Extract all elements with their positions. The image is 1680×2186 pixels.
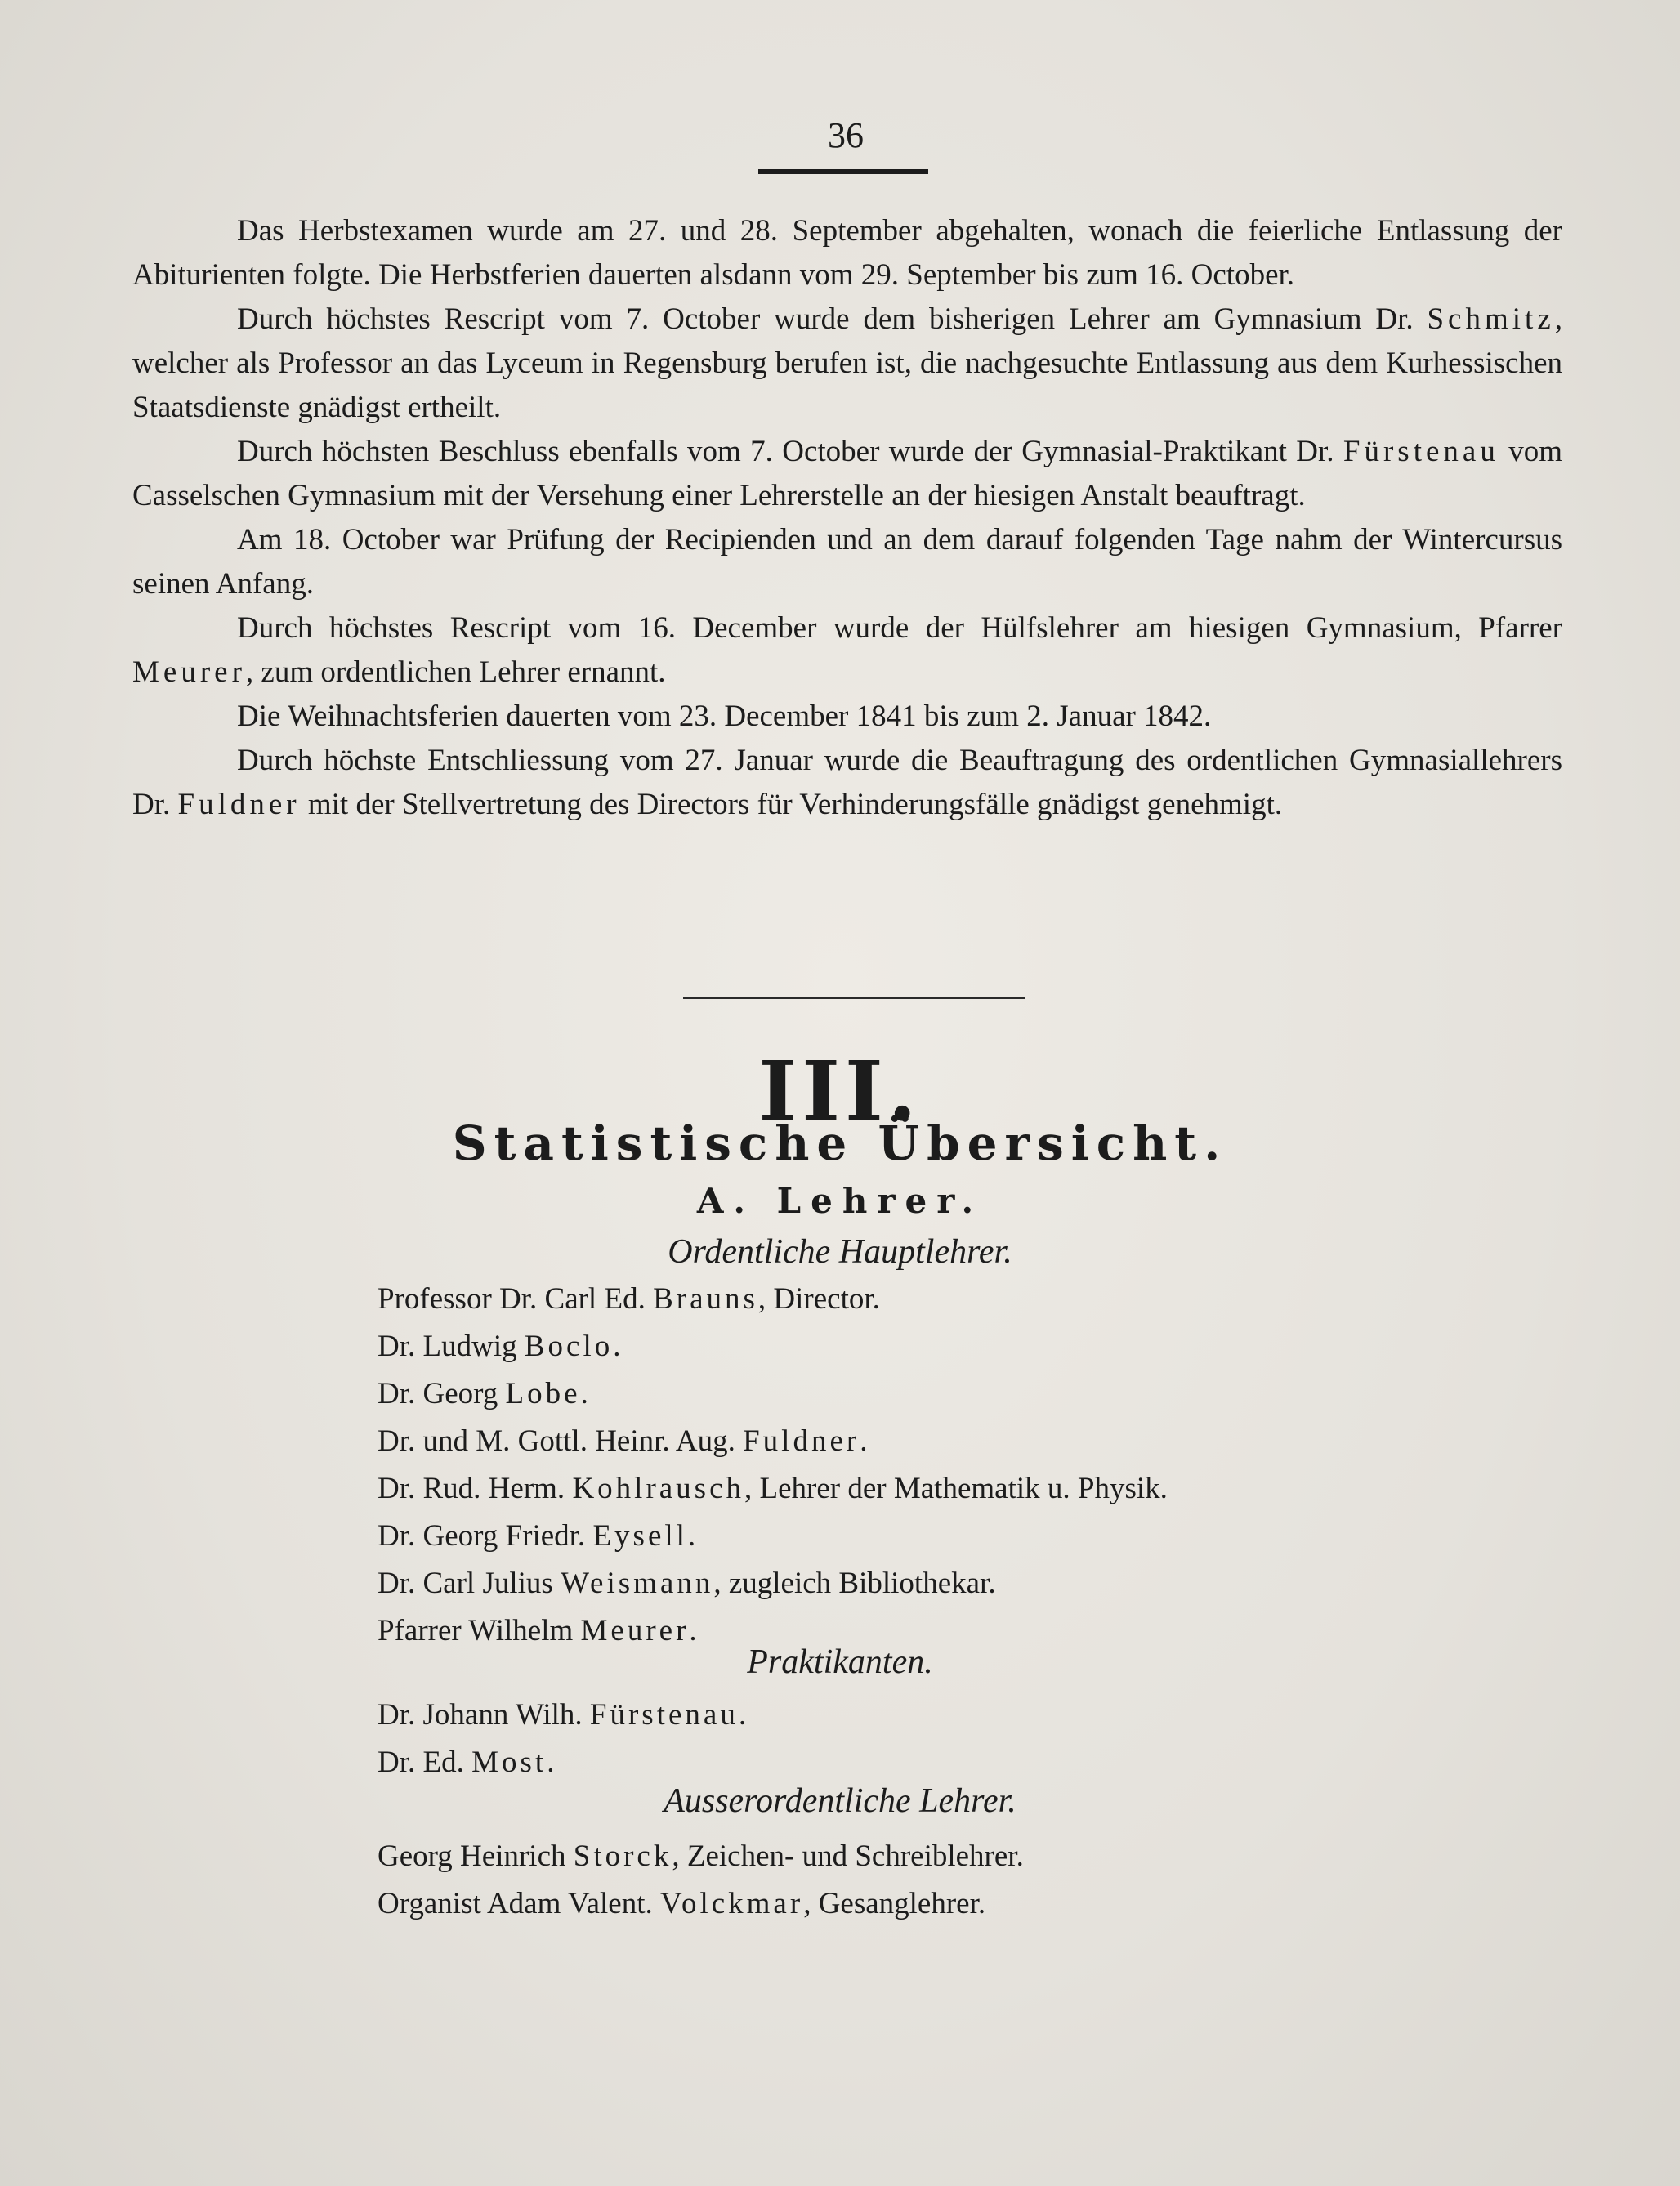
entry-prefix: Dr. und M. Gottl. Heinr. Aug.: [378, 1424, 744, 1458]
section-number: III.: [758, 1043, 922, 1139]
entry-suffix: .: [547, 1746, 555, 1779]
paragraph-meurer: [132, 606, 1562, 695]
entry-prefix: Dr. Georg: [378, 1377, 506, 1410]
entry-suffix: , Director.: [757, 1282, 880, 1316]
paragraph-text: mit der Stellvertretung des Directors für Verhinderungsfälle gnädigst genehmigt.: [300, 788, 1283, 821]
entry-name: Boclo: [524, 1330, 614, 1363]
entry-prefix: Organist Adam Valent.: [378, 1887, 660, 1920]
entry-suffix: , Zeichen- und Schreiblehrer.: [672, 1840, 1024, 1873]
paragraph-text: vom Casselschen Gymnasium mit der Versehung einer Lehrerstelle an der hiesigen Anstalt beauftragt.: [132, 435, 1562, 512]
entry-suffix: .: [689, 1614, 697, 1647]
spaced-name: Schmitz: [1427, 302, 1555, 336]
entry-name: Meurer: [580, 1614, 690, 1647]
entry-name: Fürstenau: [589, 1698, 739, 1732]
staff-entry: [378, 1513, 1603, 1560]
paragraph-herbstexamen: [132, 209, 1562, 297]
paragraph-text: , zum ordentlichen Lehrer ernannt.: [245, 655, 666, 689]
paragraph-text: Durch höchstes Rescript vom 16. December wurde der Hülfslehrer am hiesigen Gymnasium, Pfarrer: [237, 611, 1562, 645]
staff-entry: [378, 1880, 1603, 1928]
section-divider: [683, 997, 1025, 999]
staff-list-hauptlehrer: [378, 1276, 1603, 1655]
entry-prefix: Georg Heinrich: [378, 1840, 574, 1873]
paragraph-text: Die Weihnachtsferien dauerten vom 23. December 1841 bis zum 2. Januar 1842.: [237, 700, 1212, 733]
paragraph-text: Durch höchste Entschliessung vom 27. Januar wurde die Beauftragung des ordentlichen Gymnasiallehrers Dr.: [132, 744, 1562, 821]
entry-prefix: Dr. Johann Wilh.: [378, 1698, 590, 1732]
entry-prefix: Pfarrer Wilhelm: [378, 1614, 581, 1647]
paragraph-recipienden: [132, 518, 1562, 606]
paragraph-text: Durch höchstes Rescript vom 7. October wurde dem bisherigen Lehrer am Gymnasium Dr.: [237, 302, 1428, 336]
entry-suffix: , zugleich Bibliothekar.: [713, 1567, 996, 1600]
paragraph-weihnachtsferien: [132, 695, 1562, 739]
group-heading-praktikanten: Praktikanten.: [747, 1643, 933, 1681]
entry-suffix: .: [860, 1424, 868, 1458]
entry-name: Storck: [573, 1840, 672, 1873]
staff-entry: [378, 1370, 1603, 1418]
entry-prefix: Dr. Ludwig: [378, 1330, 525, 1363]
paragraph-text: Durch höchsten Beschluss ebenfalls vom 7. October wurde der Gymnasial-Praktikant Dr.: [237, 435, 1343, 468]
paragraph-text: Das Herbstexamen wurde am 27. und 28. September abgehalten, wonach die feierliche Entlassung der Abiturienten folgte. Die Herbstferien dauerten alsdann vom 29. September bis zum 16. October.: [132, 214, 1562, 292]
staff-entry: [378, 1465, 1603, 1513]
spaced-name: Fürstenau: [1343, 435, 1499, 468]
paragraph-fuldner: [132, 739, 1562, 827]
entry-name: Fuldner: [743, 1424, 860, 1458]
entry-prefix: Dr. Georg Friedr.: [378, 1519, 593, 1553]
paragraph-text: , welcher als Professor an das Lyceum in Regensburg berufen ist, die nachgesuchte Entlassung aus dem Kurhessischen Staatsdienste gnädigst ertheilt.: [132, 302, 1562, 424]
page-number-rule: [758, 169, 928, 174]
entry-suffix: .: [580, 1377, 588, 1410]
staff-list-praktikanten: [378, 1692, 1603, 1786]
entry-name: Most: [471, 1746, 547, 1779]
group-heading-ausserordentliche: Ausserordentliche Lehrer.: [664, 1782, 1016, 1820]
staff-entry: [378, 1418, 1603, 1465]
paragraph-fuerstenau: [132, 430, 1562, 518]
chronicle-text: [132, 209, 1562, 827]
entry-name: Weismann: [561, 1567, 714, 1600]
entry-suffix: , Lehrer der Mathematik u. Physik.: [744, 1472, 1168, 1505]
entry-prefix: Dr. Carl Julius: [378, 1567, 561, 1600]
entry-name: Kohlrausch: [572, 1472, 745, 1505]
entry-name: Eysell: [592, 1519, 688, 1553]
staff-entry: [378, 1833, 1603, 1880]
spaced-name: Fuldner: [177, 788, 301, 821]
entry-suffix: .: [687, 1519, 696, 1553]
paragraph-schmitz: [132, 297, 1562, 430]
entry-suffix: , Gesanglehrer.: [803, 1887, 986, 1920]
entry-name: Volckmar: [660, 1887, 804, 1920]
section-title: Statistische Übersicht.: [452, 1115, 1228, 1171]
staff-entry: [378, 1323, 1603, 1370]
staff-list-ausserordentliche: [378, 1833, 1603, 1928]
page-number: 36: [828, 115, 864, 155]
staff-entry: [378, 1276, 1603, 1323]
entry-suffix: .: [613, 1330, 621, 1363]
entry-prefix: Dr. Rud. Herm.: [378, 1472, 573, 1505]
entry-prefix: Dr. Ed.: [378, 1746, 472, 1779]
staff-entry: [378, 1692, 1603, 1739]
staff-entry: [378, 1560, 1603, 1607]
entry-suffix: .: [738, 1698, 747, 1732]
paragraph-text: Am 18. October war Prüfung der Recipienden und an dem darauf folgenden Tage nahm der Wintercursus seinen Anfang.: [132, 523, 1562, 601]
section-subtitle: A. Lehrer.: [696, 1181, 984, 1221]
group-heading-hauptlehrer: Ordentliche Hauptlehrer.: [668, 1233, 1012, 1271]
spaced-name: Meurer: [132, 655, 246, 689]
staff-entry: [378, 1739, 1603, 1786]
entry-prefix: Professor Dr. Carl Ed.: [378, 1282, 654, 1316]
entry-name: Lobe: [505, 1377, 581, 1410]
entry-name: Brauns: [653, 1282, 758, 1316]
